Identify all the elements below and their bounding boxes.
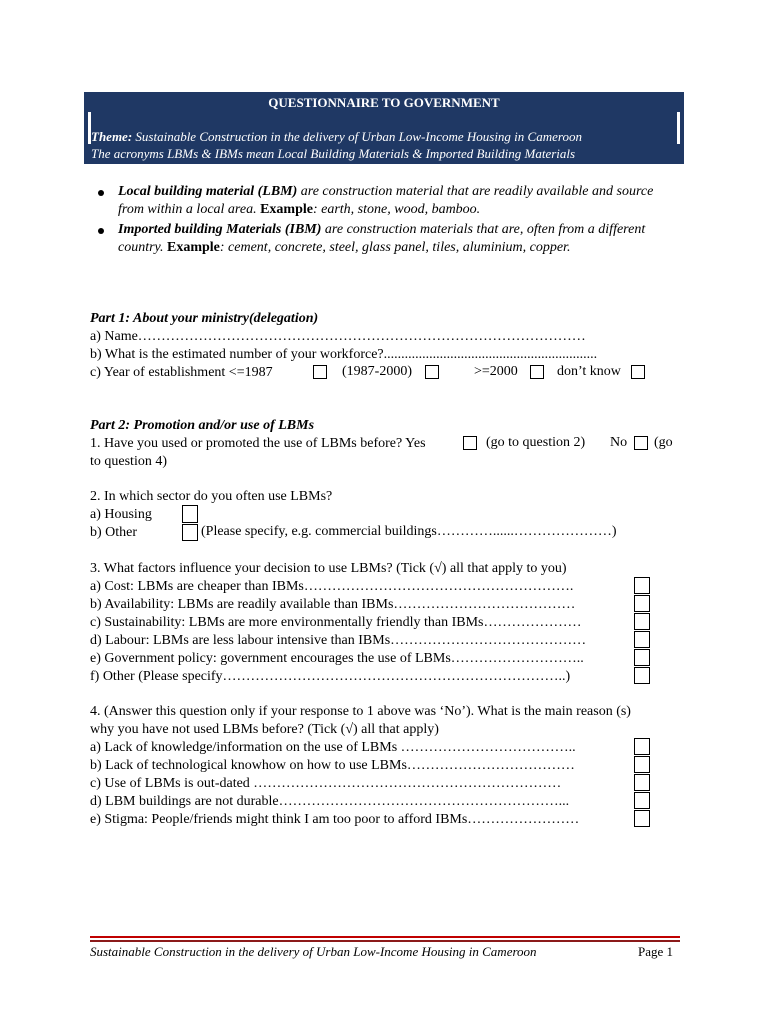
q1-text: 1. Have you used or promoted the use of LBMs before? Yes bbox=[90, 436, 426, 451]
q4-item-knowledge: a) Lack of knowledge/information on the use of LBMs ……………………………….. bbox=[90, 740, 576, 755]
year-option-1987-2000: (1987-2000) bbox=[342, 364, 412, 379]
q4-item-stigma: e) Stigma: People/friends might think I am too poor to afford IBMs…………………… bbox=[90, 812, 580, 827]
bullet-icon bbox=[98, 190, 104, 196]
q2-text: 2. In which sector do you often use LBMs? bbox=[90, 489, 333, 504]
q1-yes-hint: (go to question 2) bbox=[486, 435, 586, 450]
checkbox-q3-sustainability[interactable] bbox=[634, 613, 650, 630]
part2-heading: Part 2: Promotion and/or use of LBMs bbox=[90, 418, 315, 433]
definition-term: Imported building Materials (IBM) bbox=[118, 222, 322, 237]
checkbox-q4-knowhow[interactable] bbox=[634, 756, 650, 773]
checkbox-year-1987[interactable] bbox=[313, 365, 327, 379]
checkbox-year-dont-know[interactable] bbox=[631, 365, 645, 379]
q1-no-label: No bbox=[610, 435, 628, 450]
q4-text: 4. (Answer this question only if your response to 1 above was ‘No’). What is the main reason (s) bbox=[90, 704, 631, 719]
part1-heading: Part 1: About your ministry(delegation) bbox=[90, 311, 319, 326]
year-option-2000: >=2000 bbox=[474, 364, 518, 379]
footer-rule-thin bbox=[90, 940, 680, 942]
acronyms-line: The acronyms LBMs & IBMs mean Local Building Materials & Imported Building Materials bbox=[91, 146, 576, 161]
year-label: c) Year of establishment <=1987 bbox=[90, 365, 273, 380]
q1-no-hint: (go bbox=[654, 435, 673, 450]
q2-other-label: b) Other bbox=[90, 525, 138, 540]
q3-item-availability: b) Availability: LBMs are readily available than IBMs………………………………… bbox=[90, 597, 576, 612]
checkbox-q4-durable[interactable] bbox=[634, 792, 650, 809]
q3-item-policy: e) Government policy: government encourages the use of LBMs……………………….. bbox=[90, 651, 584, 666]
example-label: Example bbox=[167, 240, 220, 255]
name-field[interactable]: a) Name…………………………………………………………………………………… bbox=[90, 329, 586, 344]
workforce-field[interactable]: b) What is the estimated number of your workforce?............................................................. bbox=[90, 347, 598, 362]
bullet-icon bbox=[98, 228, 104, 234]
q4-item-outdated: c) Use of LBMs is out-dated ………………………………………………………… bbox=[90, 776, 562, 791]
banner-right-bar bbox=[677, 112, 680, 144]
checkbox-q3-cost[interactable] bbox=[634, 577, 650, 594]
checkbox-q4-knowledge[interactable] bbox=[634, 738, 650, 755]
theme-text: Sustainable Construction in the delivery of Urban Low-Income Housing in Cameroon bbox=[132, 129, 582, 144]
example-text: : earth, stone, wood, bamboo. bbox=[312, 202, 481, 217]
checkbox-q2-housing[interactable] bbox=[182, 505, 198, 523]
q3-text: 3. What factors influence your decision to use LBMs? (Tick (√) all that apply to you) bbox=[90, 561, 567, 576]
q2-housing-label: a) Housing bbox=[90, 507, 152, 522]
definition-term: Local building material (LBM) bbox=[118, 184, 298, 199]
theme-label: Theme: bbox=[91, 129, 133, 144]
header-banner bbox=[84, 92, 684, 164]
checkbox-q3-other[interactable] bbox=[634, 667, 650, 684]
q4-item-durable: d) LBM buildings are not durable……………………………………………………... bbox=[90, 794, 570, 809]
page-number: Page 1 bbox=[638, 944, 674, 959]
checkbox-q3-policy[interactable] bbox=[634, 649, 650, 666]
page-title: QUESTIONNAIRE TO GOVERNMENT bbox=[268, 95, 500, 110]
q3-item-labour: d) Labour: LBMs are less labour intensive than IBMs…………………………………… bbox=[90, 633, 587, 648]
checkbox-q4-stigma[interactable] bbox=[634, 810, 650, 827]
q4-text-cont: why you have not used LBMs before? (Tick (√) all that apply) bbox=[90, 722, 439, 737]
year-option-dont-know: don’t know bbox=[557, 364, 621, 379]
q3-item-sustainability: c) Sustainability: LBMs are more environmentally friendly than IBMs………………… bbox=[90, 615, 582, 630]
example-label: Example bbox=[260, 202, 313, 217]
definition-ibm bbox=[118, 221, 678, 257]
q3-item-other[interactable]: f) Other (Please specify………………………………………………………………..) bbox=[90, 669, 571, 684]
theme-line bbox=[91, 128, 582, 162]
definition-lbm bbox=[118, 183, 678, 219]
checkbox-year-1987-2000[interactable] bbox=[425, 365, 439, 379]
checkbox-q1-no[interactable] bbox=[634, 436, 648, 450]
definition-text: are construction material that are readily available and source from within a local area. bbox=[118, 184, 654, 217]
q2-other-specify[interactable]: (Please specify, e.g. commercial buildings…………......…………………) bbox=[201, 524, 617, 539]
q1-no-hint-cont: to question 4) bbox=[90, 454, 167, 469]
definition-text: are construction materials that are, often from a different country. bbox=[118, 222, 646, 255]
checkbox-q3-availability[interactable] bbox=[634, 595, 650, 612]
example-text: : cement, concrete, steel, glass panel, tiles, aluminium, copper. bbox=[219, 240, 571, 255]
q4-item-knowhow: b) Lack of technological knowhow on how to use LBMs……………………………… bbox=[90, 758, 575, 773]
checkbox-q4-outdated[interactable] bbox=[634, 774, 650, 791]
footer-title: Sustainable Construction in the delivery of Urban Low-Income Housing in Cameroon bbox=[90, 944, 537, 959]
checkbox-q3-labour[interactable] bbox=[634, 631, 650, 648]
q3-item-cost: a) Cost: LBMs are cheaper than IBMs…………………………………………………. bbox=[90, 579, 574, 594]
checkbox-q2-other[interactable] bbox=[182, 524, 198, 541]
footer-rule bbox=[90, 936, 680, 938]
checkbox-year-2000[interactable] bbox=[530, 365, 544, 379]
checkbox-q1-yes[interactable] bbox=[463, 436, 477, 450]
